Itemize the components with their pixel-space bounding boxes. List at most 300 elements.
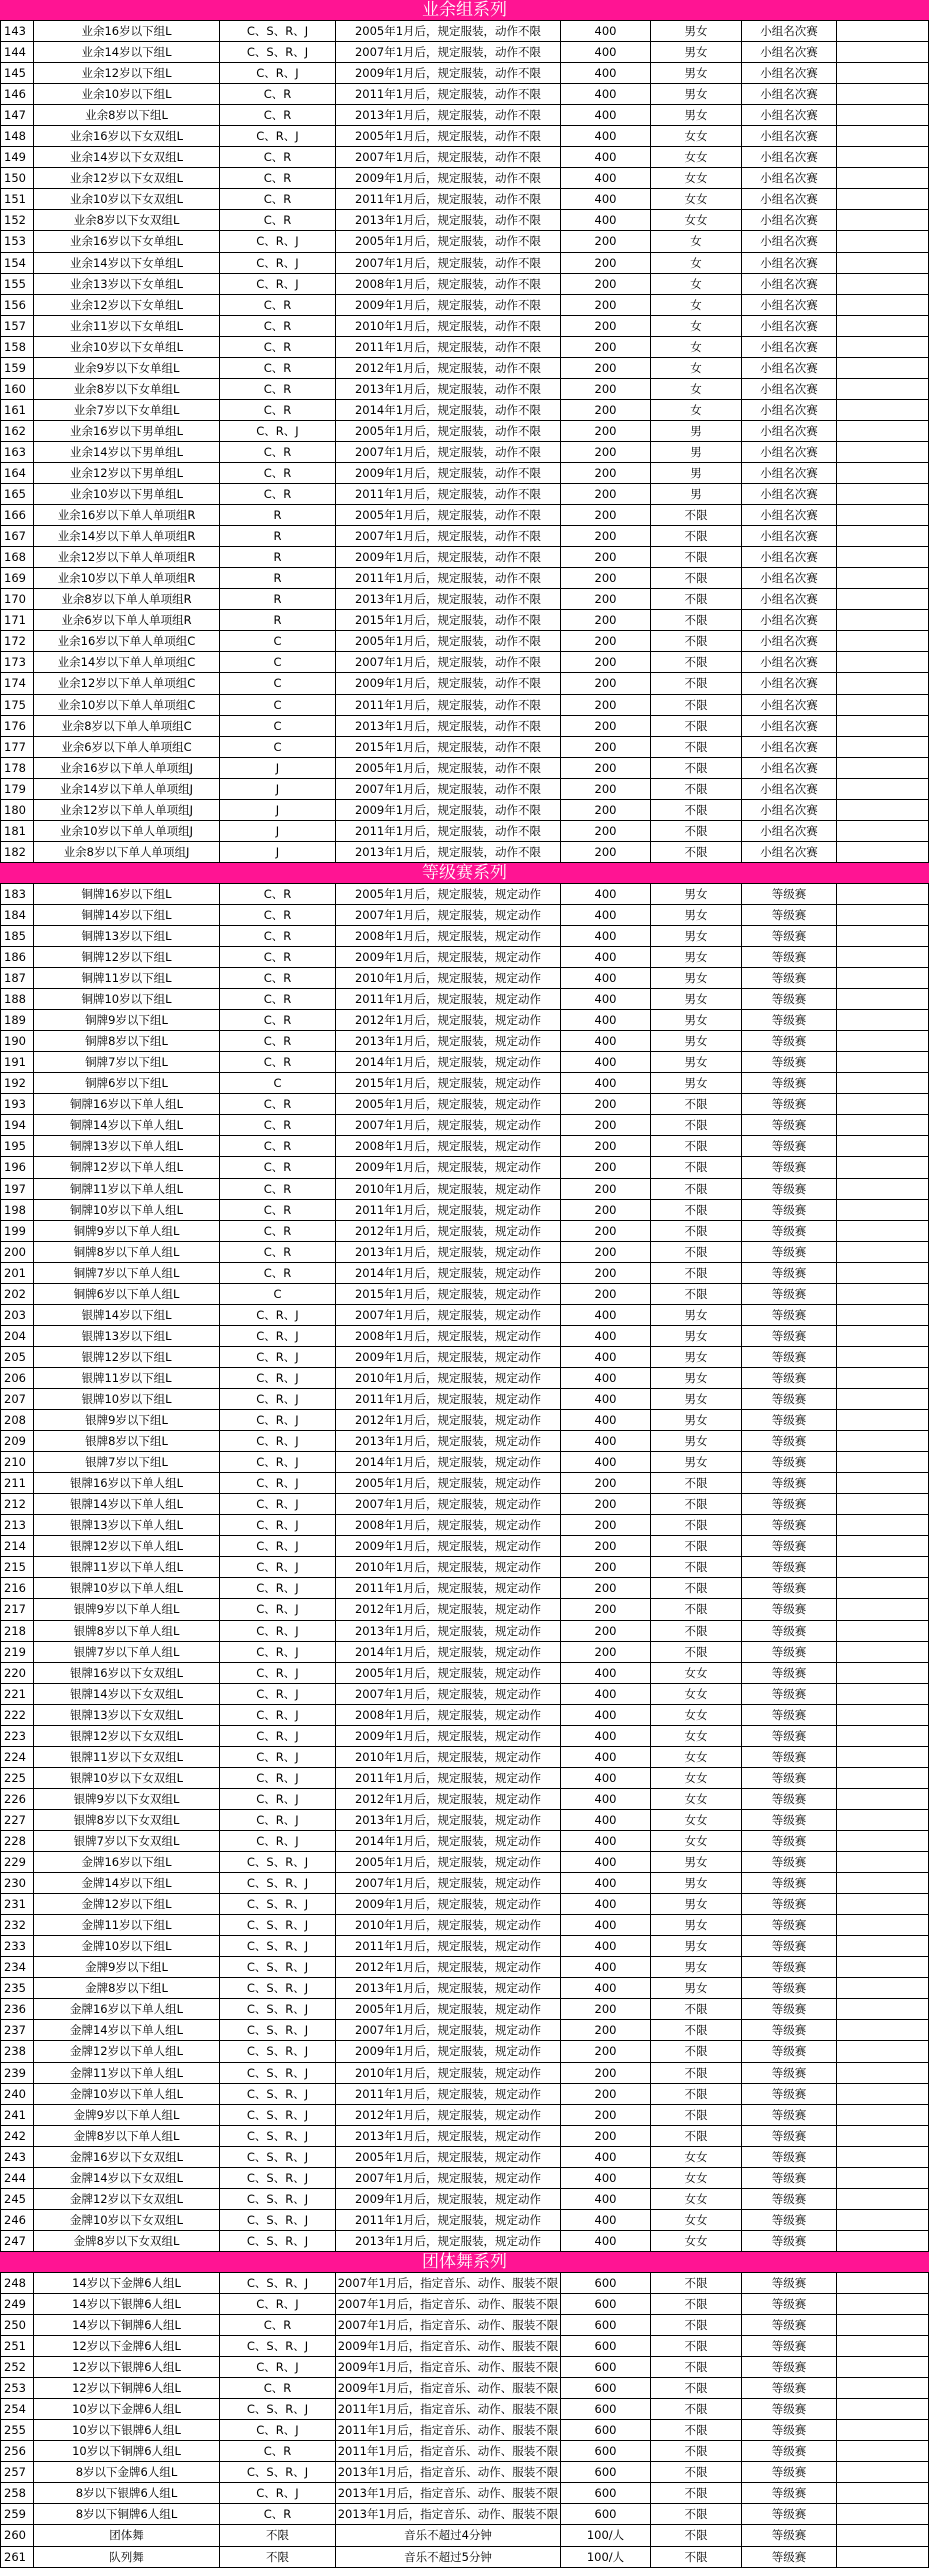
requirement-cell: 2009年1月后，规定服装，动作不限 <box>336 547 561 567</box>
event-name-cell: 铜牌9岁以下组L <box>34 1010 220 1030</box>
event-number-cell: 234 <box>0 1957 34 1977</box>
dance-list-cell: C、S、R、J <box>220 2041 336 2061</box>
requirement-cell: 2009年1月后，规定服装，动作不限 <box>336 463 561 483</box>
event-name-cell: 金牌16岁以下女双组L <box>34 2147 220 2167</box>
event-number-cell: 158 <box>0 337 34 357</box>
fee-cell: 400 <box>561 2168 651 2188</box>
fee-cell: 200 <box>561 1179 651 1199</box>
category-cell: 等级赛 <box>742 1431 837 1451</box>
event-number-cell: 240 <box>0 2084 34 2104</box>
fee-cell: 200 <box>561 547 651 567</box>
category-cell: 等级赛 <box>742 2168 837 2188</box>
table-row <box>0 1179 929 1200</box>
dance-list-cell: C、R、J <box>220 2420 336 2440</box>
table-row <box>0 568 929 589</box>
category-cell: 小组名次赛 <box>742 758 837 778</box>
extra-cell <box>837 484 929 504</box>
event-number-cell: 187 <box>0 968 34 988</box>
extra-cell <box>837 168 929 188</box>
event-number-cell: 192 <box>0 1073 34 1093</box>
extra-cell <box>837 1452 929 1472</box>
event-name-cell: 12岁以下金牌6人组L <box>34 2336 220 2356</box>
table-row <box>0 2294 929 2315</box>
event-name-cell: 业余7岁以下女单组L <box>34 400 220 420</box>
category-cell: 等级赛 <box>742 1347 837 1367</box>
event-name-cell: 金牌16岁以下单人组L <box>34 1999 220 2019</box>
dance-list-cell: C、R、J <box>220 253 336 273</box>
dance-list-cell: C、R、J <box>220 1726 336 1746</box>
fee-cell: 400 <box>561 1936 651 1956</box>
category-cell: 小组名次赛 <box>742 21 837 41</box>
event-number-cell: 242 <box>0 2126 34 2146</box>
table-row <box>0 2189 929 2210</box>
table-row <box>0 1663 929 1684</box>
requirement-cell: 2008年1月后，规定服装，规定动作 <box>336 1705 561 1725</box>
event-name-cell: 金牌8岁以下女双组L <box>34 2231 220 2251</box>
event-number-cell: 201 <box>0 1263 34 1283</box>
extra-cell <box>837 2547 929 2567</box>
extra-cell <box>837 737 929 757</box>
extra-cell <box>837 2294 929 2314</box>
gender-cell: 不限 <box>651 2041 742 2061</box>
fee-cell: 200 <box>561 1221 651 1241</box>
table-row <box>0 1599 929 1620</box>
event-name-cell: 10岁以下金牌6人组L <box>34 2399 220 2419</box>
fee-cell: 200 <box>561 295 651 315</box>
extra-cell <box>837 2378 929 2398</box>
dance-list-cell: C、R <box>220 316 336 336</box>
gender-cell: 不限 <box>651 547 742 567</box>
extra-cell <box>837 1768 929 1788</box>
event-number-cell: 146 <box>0 84 34 104</box>
dance-list-cell: C、S、R、J <box>220 2020 336 2040</box>
event-number-cell: 152 <box>0 210 34 230</box>
gender-cell: 不限 <box>651 1621 742 1641</box>
event-name-cell: 业余8岁以下组L <box>34 105 220 125</box>
event-name-cell: 金牌14岁以下女双组L <box>34 2168 220 2188</box>
section-header: 团体舞系列 <box>0 2252 929 2273</box>
fee-cell: 200 <box>561 1578 651 1598</box>
fee-cell: 400 <box>561 989 651 1009</box>
requirement-cell: 2011年1月后，规定服装，动作不限 <box>336 189 561 209</box>
event-number-cell: 243 <box>0 2147 34 2167</box>
extra-cell <box>837 1747 929 1767</box>
fee-cell: 400 <box>561 1726 651 1746</box>
dance-list-cell: C、R <box>220 442 336 462</box>
event-name-cell: 铜牌7岁以下组L <box>34 1052 220 1072</box>
dance-list-cell: C、R、J <box>220 1473 336 1493</box>
event-name-cell: 银牌7岁以下组L <box>34 1452 220 1472</box>
event-name-cell: 10岁以下铜牌6人组L <box>34 2441 220 2461</box>
fee-cell: 400 <box>561 905 651 925</box>
gender-cell: 不限 <box>651 1578 742 1598</box>
event-name-cell: 8岁以下银牌6人组L <box>34 2483 220 2503</box>
fee-cell: 200 <box>561 821 651 841</box>
table-row <box>0 1052 929 1073</box>
category-cell: 小组名次赛 <box>742 400 837 420</box>
event-number-cell: 166 <box>0 505 34 525</box>
dance-list-cell: C、R <box>220 1115 336 1135</box>
fee-cell: 400 <box>561 1705 651 1725</box>
fee-cell: 400 <box>561 2210 651 2230</box>
event-number-cell: 246 <box>0 2210 34 2230</box>
category-cell: 小组名次赛 <box>742 800 837 820</box>
fee-cell: 200 <box>561 358 651 378</box>
extra-cell <box>837 442 929 462</box>
requirement-cell: 2007年1月后，规定服装，动作不限 <box>336 526 561 546</box>
table-row <box>0 210 929 231</box>
event-name-cell: 业余16岁以下女单组L <box>34 231 220 251</box>
fee-cell: 600 <box>561 2504 651 2524</box>
gender-cell: 女女 <box>651 168 742 188</box>
table-row <box>0 1010 929 1031</box>
requirement-cell: 2015年1月后，规定服装，动作不限 <box>336 610 561 630</box>
event-name-cell: 金牌10岁以下单人组L <box>34 2084 220 2104</box>
requirement-cell: 2005年1月后，规定服装，动作不限 <box>336 758 561 778</box>
gender-cell: 女女 <box>651 189 742 209</box>
event-number-cell: 162 <box>0 421 34 441</box>
gender-cell: 女女 <box>651 1831 742 1851</box>
event-name-cell: 铜牌14岁以下单人组L <box>34 1115 220 1135</box>
dance-list-cell: C、R <box>220 989 336 1009</box>
table-row <box>0 2399 929 2420</box>
category-cell: 等级赛 <box>742 2231 837 2251</box>
event-name-cell: 8岁以下铜牌6人组L <box>34 2504 220 2524</box>
gender-cell: 不限 <box>651 1157 742 1177</box>
event-number-cell: 160 <box>0 379 34 399</box>
extra-cell <box>837 1621 929 1641</box>
dance-list-cell: C、R、J <box>220 1557 336 1577</box>
table-row <box>0 1684 929 1705</box>
gender-cell: 男女 <box>651 1052 742 1072</box>
dance-list-cell: C、R <box>220 1052 336 1072</box>
requirement-cell: 2013年1月后，规定服装，规定动作 <box>336 1621 561 1641</box>
fee-cell: 400 <box>561 1663 651 1683</box>
event-name-cell: 银牌11岁以下单人组L <box>34 1557 220 1577</box>
category-cell: 等级赛 <box>742 1515 837 1535</box>
gender-cell: 男女 <box>651 1326 742 1346</box>
extra-cell <box>837 126 929 146</box>
event-number-cell: 176 <box>0 716 34 736</box>
requirement-cell: 2015年1月后，规定服装，规定动作 <box>336 1284 561 1304</box>
dance-list-cell: C、R <box>220 905 336 925</box>
event-name-cell: 银牌11岁以下组L <box>34 1368 220 1388</box>
requirement-cell: 2009年1月后，规定服装，规定动作 <box>336 1157 561 1177</box>
extra-cell <box>837 2336 929 2356</box>
table-row <box>0 358 929 379</box>
gender-cell: 不限 <box>651 652 742 672</box>
event-number-cell: 230 <box>0 1873 34 1893</box>
event-name-cell: 银牌8岁以下组L <box>34 1431 220 1451</box>
fee-cell: 400 <box>561 1915 651 1935</box>
dance-list-cell: C、R、J <box>220 1663 336 1683</box>
gender-cell: 不限 <box>651 2105 742 2125</box>
extra-cell <box>837 1536 929 1556</box>
requirement-cell: 2009年1月后，规定服装，规定动作 <box>336 1347 561 1367</box>
event-number-cell: 228 <box>0 1831 34 1851</box>
gender-cell: 不限 <box>651 1284 742 1304</box>
event-number-cell: 219 <box>0 1642 34 1662</box>
fee-cell: 200 <box>561 463 651 483</box>
event-name-cell: 14岁以下银牌6人组L <box>34 2294 220 2314</box>
event-number-cell: 203 <box>0 1305 34 1325</box>
fee-cell: 400 <box>561 1978 651 1998</box>
extra-cell <box>837 926 929 946</box>
extra-cell <box>837 505 929 525</box>
extra-cell <box>837 779 929 799</box>
event-name-cell: 金牌9岁以下组L <box>34 1957 220 1977</box>
extra-cell <box>837 610 929 630</box>
requirement-cell: 2011年1月后，规定服装，规定动作 <box>336 1200 561 1220</box>
fee-cell: 200 <box>561 316 651 336</box>
fee-cell: 400 <box>561 105 651 125</box>
dance-list-cell: C、R、J <box>220 1747 336 1767</box>
category-cell: 等级赛 <box>742 926 837 946</box>
gender-cell: 不限 <box>651 1557 742 1577</box>
table-row <box>0 42 929 63</box>
table-row <box>0 547 929 568</box>
dance-list-cell: C、R <box>220 1157 336 1177</box>
dance-list-cell: C、R <box>220 463 336 483</box>
requirement-cell: 2011年1月后，规定服装，动作不限 <box>336 337 561 357</box>
extra-cell <box>837 2231 929 2251</box>
requirement-cell: 2011年1月后，指定音乐、动作、服装不限 <box>336 2441 561 2461</box>
extra-cell <box>837 1873 929 1893</box>
dance-list-cell: C、S、R、J <box>220 1852 336 1872</box>
event-name-cell: 业余14岁以下女单组L <box>34 253 220 273</box>
requirement-cell: 2010年1月后，规定服装，规定动作 <box>336 1915 561 1935</box>
requirement-cell: 2012年1月后，规定服装，规定动作 <box>336 1010 561 1030</box>
dance-list-cell: C、R <box>220 400 336 420</box>
dance-list-cell: R <box>220 610 336 630</box>
table-row <box>0 2105 929 2126</box>
requirement-cell: 2007年1月后，规定服装，动作不限 <box>336 652 561 672</box>
category-cell: 小组名次赛 <box>742 547 837 567</box>
category-cell: 小组名次赛 <box>742 189 837 209</box>
requirement-cell: 2010年1月后，规定服装，规定动作 <box>336 1179 561 1199</box>
event-name-cell: 业余12岁以下单人单项组R <box>34 547 220 567</box>
table-row <box>0 2084 929 2105</box>
table-row <box>0 2020 929 2041</box>
category-cell: 等级赛 <box>742 1768 837 1788</box>
category-cell: 等级赛 <box>742 1978 837 1998</box>
gender-cell: 男女 <box>651 1957 742 1977</box>
table-row <box>0 147 929 168</box>
fee-cell: 400 <box>561 1852 651 1872</box>
dance-list-cell: C、R <box>220 1179 336 1199</box>
event-number-cell: 206 <box>0 1368 34 1388</box>
fee-cell: 200 <box>561 442 651 462</box>
event-name-cell: 业余10岁以下单人单项组R <box>34 568 220 588</box>
event-name-cell: 金牌8岁以下单人组L <box>34 2126 220 2146</box>
category-cell: 小组名次赛 <box>742 673 837 693</box>
event-number-cell: 198 <box>0 1200 34 1220</box>
event-name-cell: 14岁以下铜牌6人组L <box>34 2315 220 2335</box>
dance-list-cell: C、R <box>220 379 336 399</box>
gender-cell: 女 <box>651 316 742 336</box>
table-row <box>0 168 929 189</box>
category-cell: 等级赛 <box>742 2525 837 2545</box>
category-cell: 小组名次赛 <box>742 42 837 62</box>
extra-cell <box>837 568 929 588</box>
event-number-cell: 218 <box>0 1621 34 1641</box>
event-number-cell: 247 <box>0 2231 34 2251</box>
event-number-cell: 260 <box>0 2525 34 2545</box>
requirement-cell: 音乐不超过4分钟 <box>336 2525 561 2545</box>
gender-cell: 男女 <box>651 1305 742 1325</box>
dance-list-cell: C、R <box>220 2441 336 2461</box>
fee-cell: 200 <box>561 1136 651 1156</box>
event-number-cell: 154 <box>0 253 34 273</box>
requirement-cell: 2009年1月后，指定音乐、动作、服装不限 <box>336 2336 561 2356</box>
event-name-cell: 12岁以下铜牌6人组L <box>34 2378 220 2398</box>
event-name-cell: 铜牌14岁以下组L <box>34 905 220 925</box>
requirement-cell: 2012年1月后，规定服装，规定动作 <box>336 1957 561 1977</box>
event-name-cell: 金牌11岁以下单人组L <box>34 2063 220 2083</box>
gender-cell: 男女 <box>651 42 742 62</box>
fee-cell: 200 <box>561 631 651 651</box>
extra-cell <box>837 1831 929 1851</box>
dance-list-cell: C、R、J <box>220 1578 336 1598</box>
fee-cell: 200 <box>561 337 651 357</box>
gender-cell: 男女 <box>651 1431 742 1451</box>
event-name-cell: 金牌9岁以下单人组L <box>34 2105 220 2125</box>
extra-cell <box>837 147 929 167</box>
event-name-cell: 银牌8岁以下单人组L <box>34 1621 220 1641</box>
category-cell: 等级赛 <box>742 1852 837 1872</box>
event-name-cell: 10岁以下银牌6人组L <box>34 2420 220 2440</box>
category-cell: 小组名次赛 <box>742 716 837 736</box>
extra-cell <box>837 400 929 420</box>
event-number-cell: 150 <box>0 168 34 188</box>
event-name-cell: 业余16岁以下女双组L <box>34 126 220 146</box>
event-name-cell: 12岁以下银牌6人组L <box>34 2357 220 2377</box>
event-number-cell: 186 <box>0 947 34 967</box>
extra-cell <box>837 1242 929 1262</box>
table-row <box>0 231 929 252</box>
category-cell: 等级赛 <box>742 905 837 925</box>
fee-cell: 200 <box>561 1536 651 1556</box>
extra-cell <box>837 1999 929 2019</box>
fee-cell: 200 <box>561 589 651 609</box>
event-number-cell: 231 <box>0 1894 34 1914</box>
gender-cell: 不限 <box>651 1599 742 1619</box>
gender-cell: 女女 <box>651 2210 742 2230</box>
event-name-cell: 银牌16岁以下单人组L <box>34 1473 220 1493</box>
dance-list-cell: C、R、J <box>220 1536 336 1556</box>
event-name-cell: 铜牌16岁以下组L <box>34 884 220 904</box>
extra-cell <box>837 2525 929 2545</box>
category-cell: 等级赛 <box>742 2378 837 2398</box>
table-row <box>0 2462 929 2483</box>
category-cell: 小组名次赛 <box>742 147 837 167</box>
extra-cell <box>837 631 929 651</box>
fee-cell: 200 <box>561 1515 651 1535</box>
gender-cell: 男 <box>651 421 742 441</box>
gender-cell: 女 <box>651 253 742 273</box>
gender-cell: 不限 <box>651 2294 742 2314</box>
requirement-cell: 2011年1月后，规定服装，规定动作 <box>336 2084 561 2104</box>
event-number-cell: 208 <box>0 1410 34 1430</box>
category-cell: 小组名次赛 <box>742 274 837 294</box>
extra-cell <box>837 1052 929 1072</box>
category-cell: 小组名次赛 <box>742 126 837 146</box>
table-row <box>0 84 929 105</box>
requirement-cell: 2012年1月后，规定服装，规定动作 <box>336 1599 561 1619</box>
fee-cell: 400 <box>561 1452 651 1472</box>
event-name-cell: 业余10岁以下女单组L <box>34 337 220 357</box>
gender-cell: 男女 <box>651 105 742 125</box>
gender-cell: 男女 <box>651 1347 742 1367</box>
category-cell: 等级赛 <box>742 1136 837 1156</box>
fee-cell: 600 <box>561 2378 651 2398</box>
extra-cell <box>837 63 929 83</box>
requirement-cell: 2010年1月后，规定服装，规定动作 <box>336 1557 561 1577</box>
dance-list-cell: C、S、R、J <box>220 2168 336 2188</box>
event-name-cell: 铜牌11岁以下组L <box>34 968 220 988</box>
event-number-cell: 252 <box>0 2357 34 2377</box>
fee-cell: 400 <box>561 1789 651 1809</box>
category-cell: 小组名次赛 <box>742 84 837 104</box>
fee-cell: 400 <box>561 1031 651 1051</box>
category-cell: 等级赛 <box>742 1242 837 1262</box>
requirement-cell: 2010年1月后，规定服装，规定动作 <box>336 968 561 988</box>
fee-cell: 400 <box>561 1747 651 1767</box>
gender-cell: 女 <box>651 400 742 420</box>
fee-cell: 200 <box>561 379 651 399</box>
event-number-cell: 172 <box>0 631 34 651</box>
gender-cell: 不限 <box>651 1263 742 1283</box>
fee-cell: 200 <box>561 421 651 441</box>
extra-cell <box>837 905 929 925</box>
table-row <box>0 316 929 337</box>
dance-list-cell: C、R、J <box>220 1789 336 1809</box>
requirement-cell: 2009年1月后，规定服装，动作不限 <box>336 63 561 83</box>
dance-list-cell: C、R、J <box>220 1768 336 1788</box>
requirement-cell: 2009年1月后，规定服装，动作不限 <box>336 673 561 693</box>
requirement-cell: 2009年1月后，规定服装，规定动作 <box>336 1536 561 1556</box>
fee-cell: 200 <box>561 1094 651 1114</box>
requirement-cell: 2011年1月后，规定服装，规定动作 <box>336 1578 561 1598</box>
fee-cell: 200 <box>561 274 651 294</box>
fee-cell: 200 <box>561 1284 651 1304</box>
dance-list-cell: R <box>220 505 336 525</box>
category-cell: 小组名次赛 <box>742 295 837 315</box>
dance-list-cell: C、S、R、J <box>220 1936 336 1956</box>
category-cell: 小组名次赛 <box>742 168 837 188</box>
fee-cell: 200 <box>561 2041 651 2061</box>
event-number-cell: 183 <box>0 884 34 904</box>
dance-list-cell: C、R <box>220 1242 336 1262</box>
requirement-cell: 2013年1月后，规定服装，规定动作 <box>336 1031 561 1051</box>
dance-list-cell: C、R、J <box>220 63 336 83</box>
event-name-cell: 铜牌16岁以下单人组L <box>34 1094 220 1114</box>
event-name-cell: 银牌14岁以下女双组L <box>34 1684 220 1704</box>
fee-cell: 600 <box>561 2294 651 2314</box>
event-number-cell: 215 <box>0 1557 34 1577</box>
gender-cell: 不限 <box>651 1221 742 1241</box>
category-cell: 小组名次赛 <box>742 231 837 251</box>
fee-cell: 400 <box>561 968 651 988</box>
event-number-cell: 197 <box>0 1179 34 1199</box>
extra-cell <box>837 274 929 294</box>
dance-list-cell: C、R、J <box>220 2294 336 2314</box>
event-number-cell: 204 <box>0 1326 34 1346</box>
event-name-cell: 铜牌9岁以下单人组L <box>34 1221 220 1241</box>
requirement-cell: 2013年1月后，规定服装，动作不限 <box>336 210 561 230</box>
fee-cell: 400 <box>561 1894 651 1914</box>
fee-cell: 400 <box>561 63 651 83</box>
